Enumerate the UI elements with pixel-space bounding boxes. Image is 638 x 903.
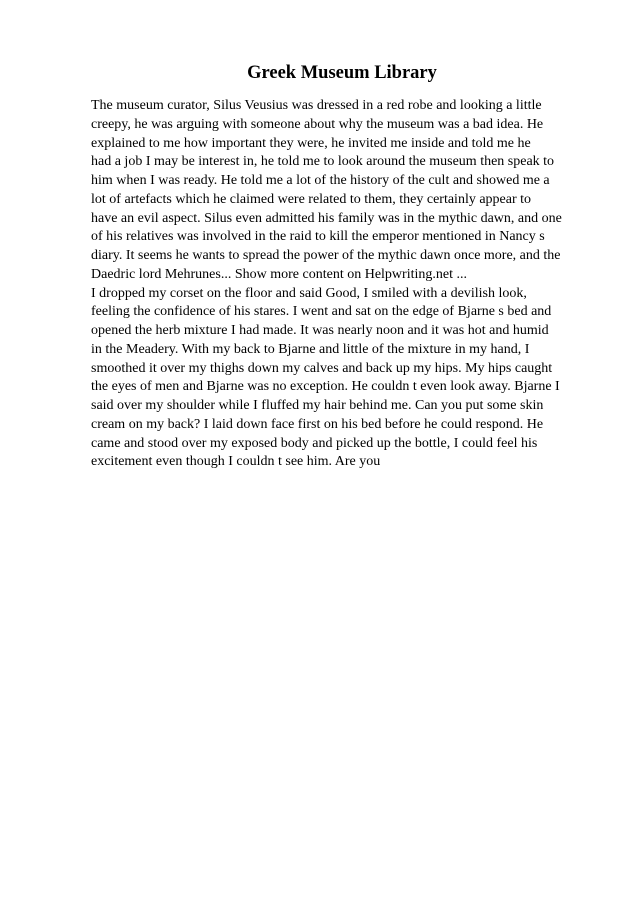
body-line: lot of artefacts which he claimed were related to them, they certainly appear to — [91, 191, 532, 207]
body-line: have an evil aspect. Silus even admitted his family was in the mythic dawn, and one — [91, 210, 562, 226]
body-line: in the Meadery. With my back to Bjarne and little of the mixture in my hand, I — [91, 341, 530, 357]
body-line: excitement even though I couldn t see him. Are you — [91, 454, 381, 470]
body-line: The museum curator, Silus Veusius was dressed in a red robe and looking a little — [91, 98, 542, 113]
body-line: I dropped my corset on the floor and said Good, I smiled with a devilish look, — [91, 285, 527, 301]
body-line: the eyes of men and Bjarne was no exception. He couldn t even look away. Bjarne I — [91, 379, 560, 395]
body-line: creepy, he was arguing with someone about why the museum was a bad idea. He — [91, 116, 544, 132]
body-line: opened the herb mixture I had made. It was nearly noon and it was hot and humid — [91, 323, 549, 338]
body-line: Daedric lord Mehrunes... Show more content on Helpwriting.net ... — [91, 266, 467, 282]
body-line: of his relatives was involved in the raid to kill the emperor mentioned in Nancy s — [91, 229, 545, 245]
document-body — [91, 97, 611, 472]
body-line: smoothed it over my thighs down my calves and back up my hips. My hips caught — [91, 360, 553, 376]
body-line: diary. It seems he wants to spread the power of the mythic dawn once more, and the — [91, 248, 561, 263]
body-line: had a job I may be interest in, he told me to look around the museum then speak to — [91, 154, 555, 170]
body-line: him when I was ready. He told me a lot of the history of the cult and showed me a — [91, 173, 550, 188]
body-line: came and stood over my exposed body and picked up the bottle, I could feel his — [91, 435, 538, 451]
document-title: Greek Museum Library — [247, 63, 437, 83]
body-line: feeling the confidence of his stares. I went and sat on the edge of Bjarne s bed and — [91, 304, 552, 320]
body-line: cream on my back? I laid down face first on his bed before he could respond. He — [91, 416, 544, 432]
body-line: said over my shoulder while I fluffed my hair behind me. Can you put some skin — [91, 398, 544, 413]
body-line: explained to me how important they were, he invited me inside and told me he — [91, 135, 531, 151]
